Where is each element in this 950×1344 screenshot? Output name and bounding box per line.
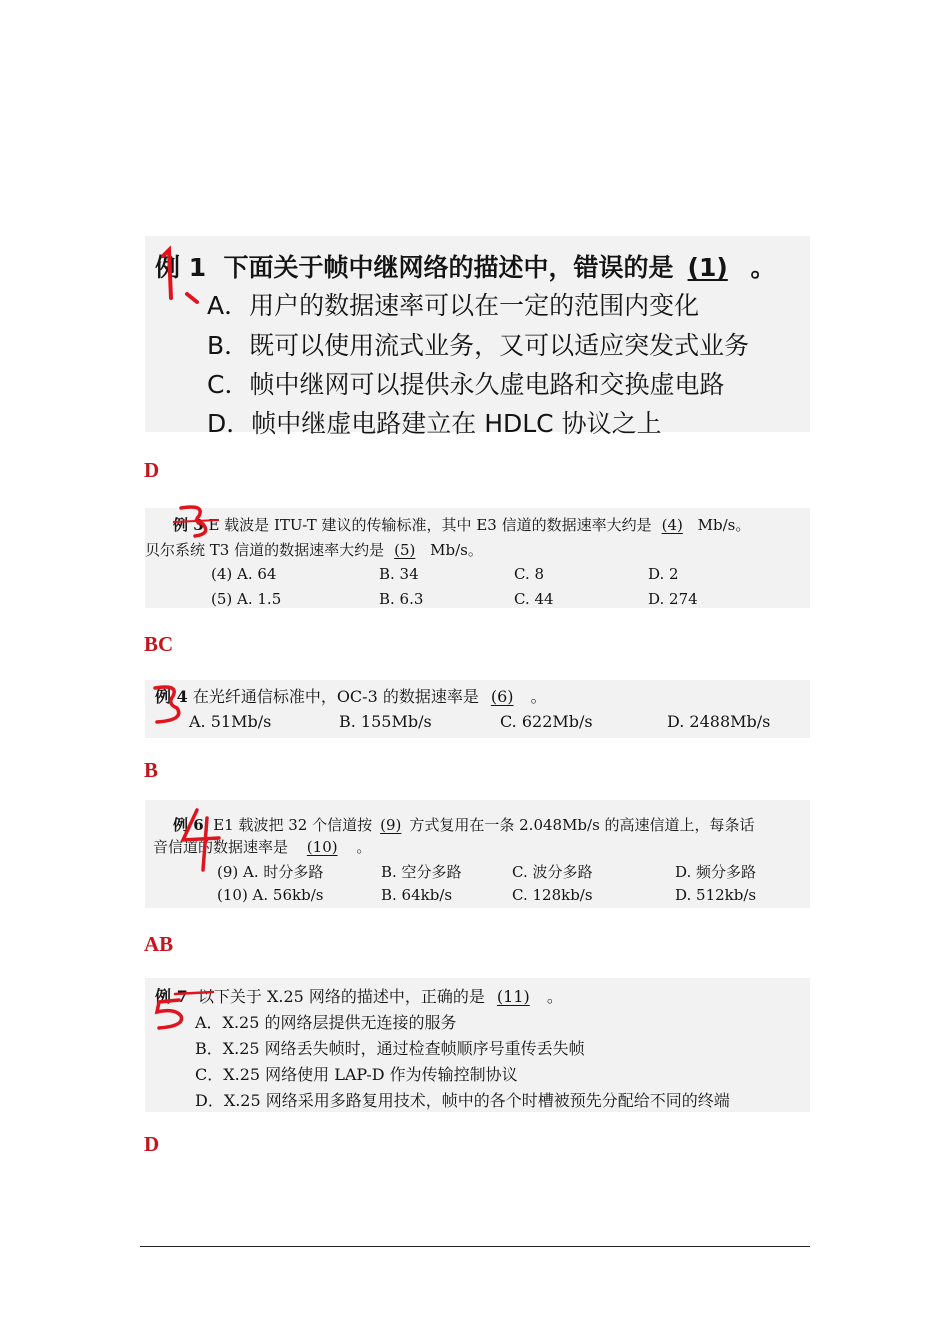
option-4c: C. 8 [514,565,545,583]
option-a: A．X.25 的网络层提供无连接的服务 [195,1013,457,1032]
option-9a: (9) A. 时分多路 [217,863,324,881]
option-5b: B. 6.3 [379,590,424,608]
question-4-stem-line [155,684,547,707]
question-3-image [145,508,810,608]
answer-blank: (4) [661,516,683,534]
stem-end: 。 [750,253,776,282]
question-stem: 音信道的数据速率是 [153,838,289,856]
question-stem: E1 载波把 32 个信道按 [213,816,373,834]
footer-divider [140,1246,810,1247]
answer-blank: (1) [687,253,728,282]
question-1-image [145,236,810,438]
question-7-image [145,978,810,1112]
question-stem: 以下关于 X.25 网络的描述中，正确的是 [197,987,485,1006]
option-4a: (4) A. 64 [211,565,277,583]
option-c: C．帧中继网可以提供永久虚电路和交换虚电路 [207,370,725,399]
question-1-stem-line [155,248,776,284]
option-5d: D. 274 [648,590,698,608]
answer-blank: (10) [306,838,338,856]
question-label: 例 3 [173,516,204,534]
unit-label: Mb/s。 [430,541,483,559]
option-10b: B. 64kb/s [381,886,453,904]
question-stem: 下面关于帧中继网络的描述中，错误的是 [223,253,674,282]
option-10d: D. 512kb/s [675,886,757,904]
question-label: 例 1 [155,253,207,282]
option-10c: C. 128kb/s [512,886,593,904]
question-7-stem-line [155,984,563,1007]
option-c: C．X.25 网络使用 LAP-D 作为传输控制协议 [195,1065,518,1084]
answer-blank: (6) [490,687,514,706]
option-b: B．X.25 网络丢失帧时，通过检查帧顺序号重传丢失帧 [195,1039,585,1058]
stem-end: 。 [546,987,563,1006]
stem-end: 。 [530,687,547,706]
answer-7: D [144,1132,160,1156]
option-9b: B. 空分多路 [381,863,462,881]
answer-4: B [144,758,159,782]
option-d: D．X.25 网络采用多路复用技术，帧中的各个时槽被预先分配给不同的终端 [195,1091,730,1110]
unit-label: Mb/s。 [697,516,751,534]
option-5c: C. 44 [514,590,554,608]
question-stem: 方式复用在一条 2.048Mb/s 的高速信道上，每条话 [409,816,755,834]
answer-3: BC [144,632,174,656]
question-stem: E 载波是 ITU-T 建议的传输标准，其中 E3 信道的数据速率大约是 [208,516,652,534]
question-6-image [145,800,810,908]
answer-blank: (5) [394,541,416,559]
question-6-stem-line-1 [173,814,755,835]
option-9c: C. 波分多路 [512,863,593,881]
option-b: B．既可以使用流式业务，又可以适应突发式业务 [207,331,750,360]
option-10a: (10) A. 56kb/s [217,886,324,904]
option-c: C. 622Mb/s [500,712,593,731]
option-a: A. 51Mb/s [189,712,272,731]
question-3-stem-line-1 [173,514,750,535]
question-stem: 在光纤通信标准中，OC-3 的数据速率是 [192,687,479,706]
option-5a: (5) A. 1.5 [211,590,282,608]
option-d: D．帧中继虚电路建立在 HDLC 协议之上 [207,409,662,438]
question-label: 例 4 [155,687,188,706]
question-4-image [145,680,810,738]
answer-blank: (9) [380,816,402,834]
option-b: B. 155Mb/s [339,712,432,731]
answer-1: D [144,458,160,482]
answer-blank: (11) [496,987,530,1006]
stem-end: 。 [356,838,372,856]
question-6-stem-line-2 [153,836,371,857]
answer-6: AB [144,932,174,956]
option-4d: D. 2 [648,565,679,583]
question-label: 例 7 [155,987,188,1006]
option-4b: B. 34 [379,565,419,583]
option-d: D. 2488Mb/s [667,712,771,731]
option-a: A．用户的数据速率可以在一定的范围内变化 [207,291,700,320]
question-stem: 贝尔系统 T3 信道的数据速率大约是 [145,541,385,559]
question-label: 例 6 [173,816,204,834]
question-3-stem-line-2 [145,539,483,560]
option-9d: D. 频分多路 [675,863,757,881]
